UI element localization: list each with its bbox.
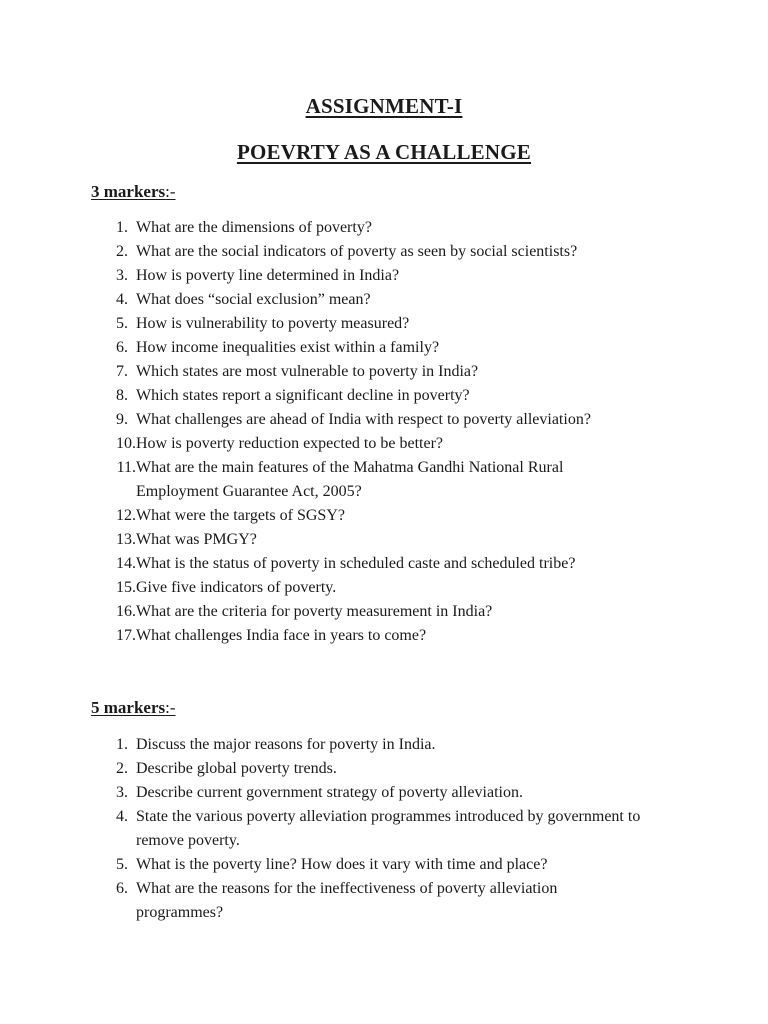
question-text: Which states report a significant decline in poverty? [136, 387, 470, 404]
question-text: What is the status of poverty in scheduled caste and scheduled tribe? [136, 555, 576, 572]
question-number: 5. [116, 315, 128, 332]
question-item [0, 528, 768, 552]
question-item [0, 408, 768, 432]
section-heading-label: 3 markers [91, 182, 166, 201]
section-heading-label: 5 markers [91, 698, 166, 717]
question-number: 13. [116, 531, 136, 548]
question-list-5-markers [0, 733, 768, 925]
question-number: 10. [116, 435, 136, 452]
assignment-title: ASSIGNMENT-I [305, 94, 463, 118]
question-text: Describe current government strategy of poverty alleviation. [136, 784, 523, 801]
section-heading-3-markers [91, 182, 176, 202]
question-text: How income inequalities exist within a family? [136, 339, 440, 356]
question-number: 2. [116, 243, 128, 260]
question-item [0, 805, 768, 853]
question-number: 6. [116, 880, 128, 897]
question-number: 4. [116, 808, 128, 825]
question-number: 6. [116, 339, 128, 356]
question-text: What was PMGY? [136, 531, 257, 548]
question-item [0, 877, 768, 925]
question-text: Describe global poverty trends. [136, 760, 337, 777]
question-text: What were the targets of SGSY? [136, 507, 345, 524]
question-text: How is vulnerability to poverty measured? [136, 315, 410, 332]
question-item [0, 264, 768, 288]
question-item [0, 733, 768, 757]
question-text: What does “social exclusion” mean? [136, 291, 371, 308]
question-item [0, 624, 768, 648]
question-text: Which states are most vulnerable to poverty in India? [136, 363, 479, 380]
question-number: 8. [116, 387, 128, 404]
question-number: 2. [116, 760, 128, 777]
question-number: 1. [116, 219, 128, 236]
question-text: How is poverty reduction expected to be better? [136, 435, 443, 452]
question-text: What are the main features of the Mahatma Gandhi National Rural Employment Guarantee Act, 2005? [136, 459, 564, 500]
question-number: 16. [116, 603, 136, 620]
question-item [0, 504, 768, 528]
question-text: State the various poverty alleviation programmes introduced by government to remove poverty. [136, 808, 641, 849]
question-item [0, 360, 768, 384]
question-item [0, 432, 768, 456]
question-item [0, 312, 768, 336]
question-item [0, 288, 768, 312]
question-item [0, 456, 768, 504]
section-heading-suffix: :- [165, 698, 176, 717]
section-heading-5-markers [91, 698, 176, 718]
question-item [0, 757, 768, 781]
question-number: 12. [116, 507, 136, 524]
question-number: 5. [116, 856, 128, 873]
question-text: Give five indicators of poverty. [136, 579, 337, 596]
question-number: 9. [116, 411, 128, 428]
question-number: 17. [116, 627, 136, 644]
question-number: 4. [116, 291, 128, 308]
question-item [0, 384, 768, 408]
question-number: 11. [116, 459, 136, 476]
question-text: What is the poverty line? How does it vary with time and place? [136, 856, 548, 873]
question-text: What challenges are ahead of India with respect to poverty alleviation? [136, 411, 591, 428]
question-item [0, 600, 768, 624]
question-number: 3. [116, 784, 128, 801]
question-item [0, 216, 768, 240]
question-number: 7. [116, 363, 128, 380]
question-item [0, 576, 768, 600]
question-item [0, 240, 768, 264]
question-item [0, 552, 768, 576]
question-item [0, 853, 768, 877]
assignment-subtitle: POEVRTY AS A CHALLENGE [236, 140, 532, 164]
question-number: 1. [116, 736, 128, 753]
question-item [0, 336, 768, 360]
question-text: What are the dimensions of poverty? [136, 219, 372, 236]
question-number: 14. [116, 555, 136, 572]
question-text: What are the reasons for the ineffectiveness of poverty alleviation programmes? [136, 880, 558, 921]
question-text: Discuss the major reasons for poverty in India. [136, 736, 436, 753]
section-heading-suffix: :- [165, 182, 176, 201]
question-text: What are the social indicators of poverty as seen by social scientists? [136, 243, 578, 260]
question-number: 3. [116, 267, 128, 284]
question-item [0, 781, 768, 805]
question-text: How is poverty line determined in India? [136, 267, 400, 284]
question-text: What are the criteria for poverty measurement in India? [136, 603, 493, 620]
question-list-3-markers [0, 216, 768, 648]
question-number: 15. [116, 579, 136, 596]
question-text: What challenges India face in years to come? [136, 627, 427, 644]
